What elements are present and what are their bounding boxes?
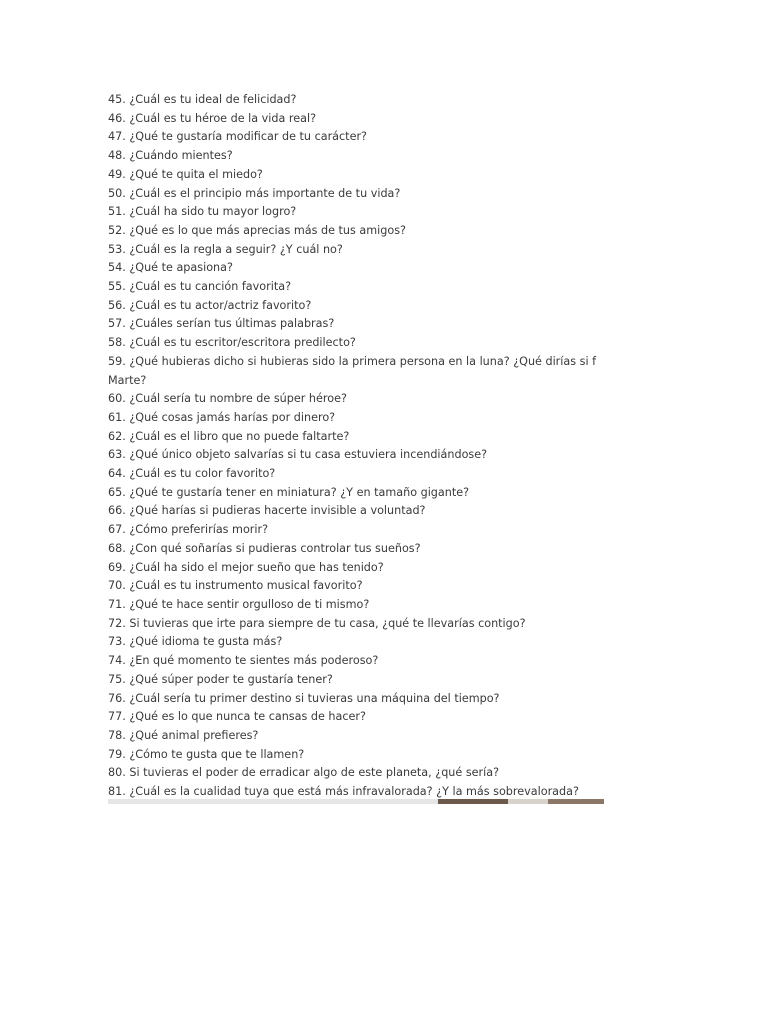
question-line: 70. ¿Cuál es tu instrumento musical favorito? [108, 579, 363, 593]
question-line: 66. ¿Qué harías si pudieras hacerte invisible a voluntad? [108, 504, 426, 518]
question-line: 57. ¿Cuáles serían tus últimas palabras? [108, 317, 335, 331]
question-line: 50. ¿Cuál es el principio más importante de tu vida? [108, 186, 401, 200]
question-line: 62. ¿Cuál es el libro que no puede faltarte? [108, 429, 350, 443]
question-line: 60. ¿Cuál sería tu nombre de súper héroe? [108, 392, 347, 406]
question-line: 69. ¿Cuál ha sido el mejor sueño que has tenido? [108, 560, 384, 574]
question-line: 68. ¿Con qué soñarías si pudieras controlar tus sueños? [108, 541, 421, 555]
question-line: 58. ¿Cuál es tu escritor/escritora predilecto? [108, 336, 356, 350]
question-line: 55. ¿Cuál es tu canción favorita? [108, 280, 292, 294]
question-line: 75. ¿Qué súper poder te gustaría tener? [108, 672, 333, 686]
question-line: 56. ¿Cuál es tu actor/actriz favorito? [108, 298, 312, 312]
image-strip-light [508, 799, 548, 804]
question-line: 48. ¿Cuándo mientes? [108, 149, 233, 163]
question-line: 46. ¿Cuál es tu héroe de la vida real? [108, 111, 317, 125]
question-line: 52. ¿Qué es lo que más aprecias más de tus amigos? [108, 223, 406, 237]
question-line: Marte? [108, 373, 147, 387]
question-list [108, 91, 604, 802]
question-line: 59. ¿Qué hubieras dicho si hubieras sido la primera persona en la luna? ¿Qué dirías si f [108, 354, 597, 368]
question-line: 71. ¿Qué te hace sentir orgulloso de ti mismo? [108, 597, 370, 611]
question-line: 61. ¿Qué cosas jamás harías por dinero? [108, 410, 336, 424]
question-line: 53. ¿Cuál es la regla a seguir? ¿Y cuál no? [108, 242, 343, 256]
question-line: 76. ¿Cuál sería tu primer destino si tuvieras una máquina del tiempo? [108, 691, 500, 705]
question-line: 80. Si tuvieras el poder de erradicar algo de este planeta, ¿qué sería? [108, 766, 500, 780]
question-line: 49. ¿Qué te quita el miedo? [108, 167, 263, 181]
question-line: 67. ¿Cómo preferirías morir? [108, 523, 269, 537]
question-line: 54. ¿Qué te apasiona? [108, 261, 233, 275]
question-line: 51. ¿Cuál ha sido tu mayor logro? [108, 205, 297, 219]
question-line: 77. ¿Qué es lo que nunca te cansas de hacer? [108, 710, 366, 724]
question-line: 45. ¿Cuál es tu ideal de felicidad? [108, 93, 297, 106]
question-line: 47. ¿Qué te gustaría modificar de tu carácter? [108, 130, 367, 144]
question-line: 79. ¿Cómo te gusta que te llamen? [108, 747, 305, 761]
image-strip-dark [438, 799, 508, 804]
question-line: 78. ¿Qué animal prefieres? [108, 728, 259, 742]
question-line: 73. ¿Qué idioma te gusta más? [108, 635, 283, 649]
image-strip-right [548, 799, 604, 804]
question-line: 72. Si tuvieras que irte para siempre de tu casa, ¿qué te llevarías contigo? [108, 616, 526, 630]
question-line: 63. ¿Qué único objeto salvarías si tu casa estuviera incendiándose? [108, 448, 488, 462]
image-strip-left [108, 799, 438, 804]
question-line: 64. ¿Cuál es tu color favorito? [108, 467, 276, 481]
cropped-image-strip [108, 799, 604, 804]
question-line: 81. ¿Cuál es la cualidad tuya que está más infravalorada? ¿Y la más sobrevalorada? [108, 785, 579, 799]
question-line: 74. ¿En qué momento te sientes más poderoso? [108, 654, 379, 668]
question-line: 65. ¿Qué te gustaría tener en miniatura? ¿Y en tamaño gigante? [108, 485, 470, 499]
